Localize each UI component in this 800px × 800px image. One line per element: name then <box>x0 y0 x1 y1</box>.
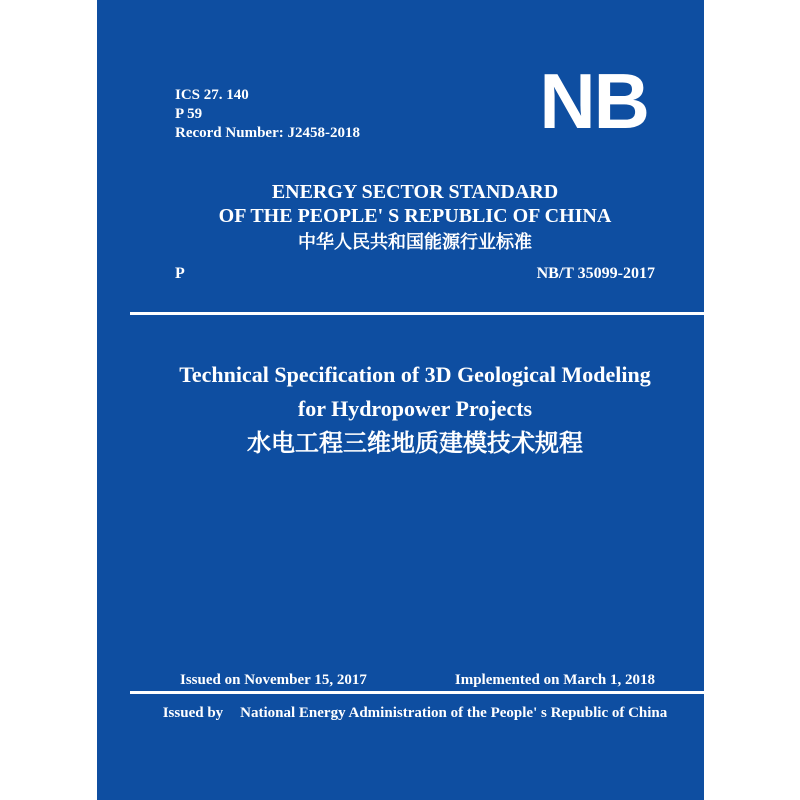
standard-name-cn: 中华人民共和国能源行业标准 <box>298 232 532 252</box>
standard-code: NB/T 35099-2017 <box>536 265 655 282</box>
dates-row <box>180 671 655 689</box>
record-number: Record Number: J2458-2018 <box>175 125 360 141</box>
issued-by-value: National Energy Administration of the People' s Republic of China <box>240 705 668 721</box>
title-cn: 水电工程三维地质建模技术规程 <box>247 431 583 457</box>
nb-logo: NB <box>539 57 648 145</box>
title-en-line1: Technical Specification of 3D Geological Modeling <box>179 362 651 387</box>
ics-code: ICS 27. 140 <box>175 87 249 103</box>
standard-name-header <box>175 181 655 255</box>
title-block <box>175 358 655 461</box>
horizontal-rule-top <box>130 312 704 315</box>
standard-name-en-line2: OF THE PEOPLE' S REPUBLIC OF CHINA <box>218 204 612 227</box>
implemented-date: Implemented on March 1, 2018 <box>454 672 655 688</box>
code-row <box>175 264 655 283</box>
issuer-row <box>145 704 685 722</box>
horizontal-rule-bottom <box>130 691 704 694</box>
title-en-line2: for Hydropower Projects <box>297 396 533 421</box>
doc-class: P <box>175 265 185 282</box>
standard-cover <box>97 0 704 800</box>
standard-name-en-line1: ENERGY SECTOR STANDARD <box>271 181 559 203</box>
issued-date: Issued on November 15, 2017 <box>180 672 367 688</box>
issued-by-label: Issued by <box>162 705 224 721</box>
classification-code: P 59 <box>175 106 203 122</box>
document-meta <box>175 86 360 143</box>
